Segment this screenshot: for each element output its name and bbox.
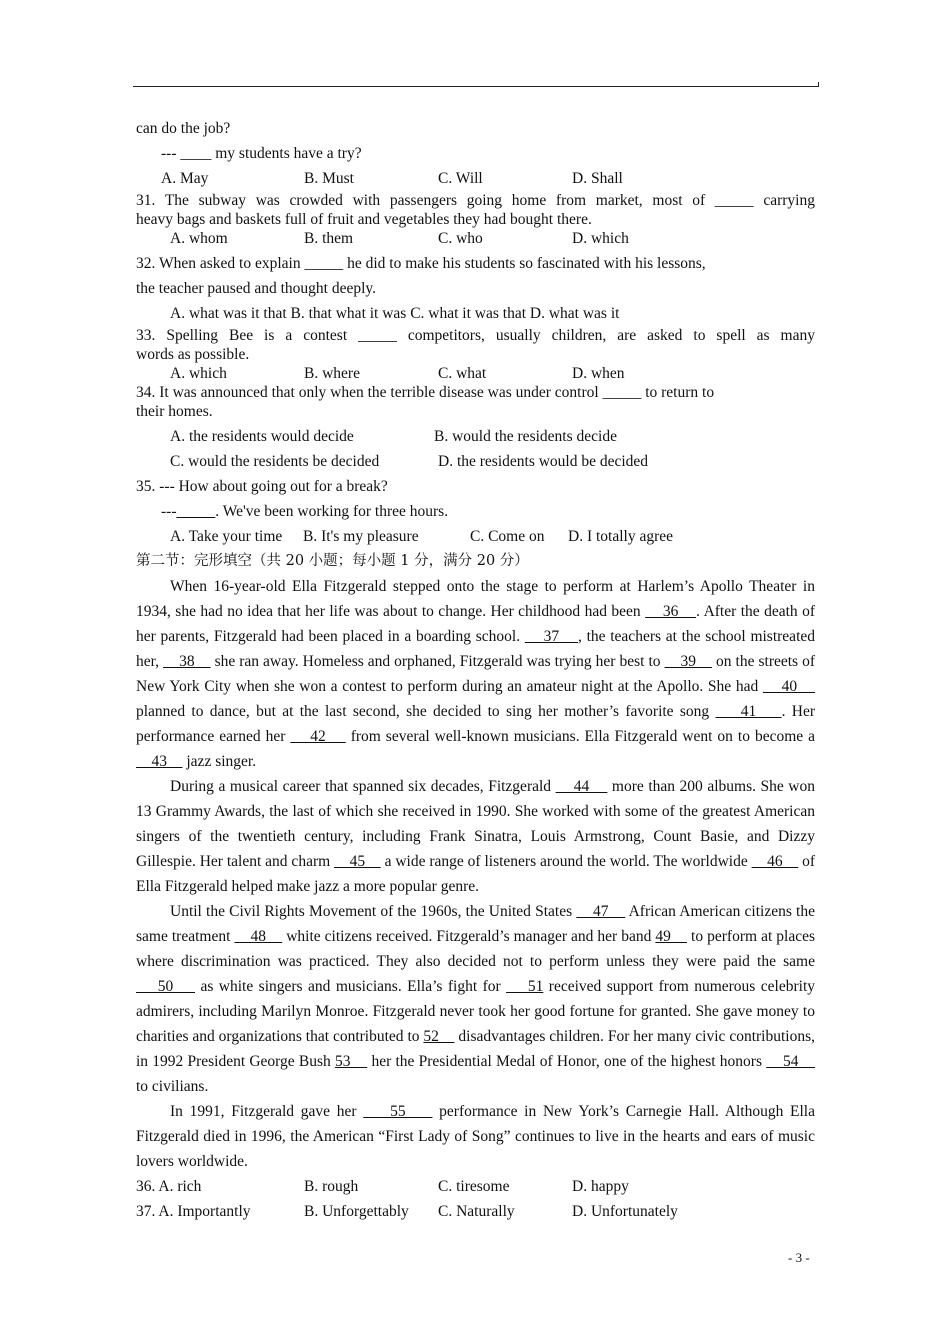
passage-text: During a musical career that spanned six decades, Fitzgerald — [170, 778, 556, 795]
q36-option-a: 36. A. rich — [136, 1178, 202, 1195]
passage-text: African American citizens the same treatment — [136, 903, 815, 945]
passage-text: from several well-known musicians. Ella Fitzgerald went on to become a — [345, 728, 816, 745]
q33-line1: 33. Spelling Bee is a contest _____ competitors, usually children, are asked to spell as many — [136, 327, 815, 344]
passage-text: . Her performance earned her — [136, 703, 815, 745]
page-number: - 3 - — [788, 1250, 810, 1265]
q30-option-c: C. Will — [438, 170, 483, 187]
q35-line1: 35. --- How about going out for a break? — [136, 478, 388, 495]
blank-54: 54 — [766, 1053, 815, 1070]
passage-text: to civilians. — [136, 1078, 209, 1095]
q31-line1: 31. The subway was crowded with passengers going home from market, most of _____ carrying — [136, 192, 815, 209]
passage-text: as white singers and musicians. Ella’s fight for — [195, 978, 507, 995]
blank-45: 45 — [334, 853, 381, 870]
q35-option-a: A. Take your time — [170, 528, 283, 545]
q33-option-d: D. when — [572, 365, 625, 382]
q36-option-c: C. tiresome — [438, 1178, 510, 1195]
q31-option-b: B. them — [304, 230, 354, 247]
blank-41: 41 — [715, 703, 782, 720]
passage-paragraph-1 — [136, 574, 815, 774]
blank-40: 40 — [762, 678, 816, 695]
passage-text: jazz singer. — [182, 753, 257, 770]
q30-stem-end: can do the job? — [136, 120, 231, 137]
header-rule — [133, 86, 819, 87]
blank-46: 46 — [751, 853, 799, 870]
passage-text: she ran away. Homeless and orphaned, Fitzgerald was trying her best to — [210, 653, 665, 670]
passage-text: In 1991, Fitzgerald gave her — [170, 1103, 364, 1120]
q35-option-d: D. I totally agree — [568, 528, 674, 545]
passage-text: , the teachers at the school mistreated her, — [136, 628, 816, 670]
passage-paragraph-2 — [136, 774, 815, 899]
passage-text: more than 200 albums. She won 13 Grammy Awards, the last of which she received in 1990. She worked with some of the greatest American singers of the twentieth century, including Frank Sinatra, Louis Armstrong, Count Basie, and Dizzy Gillespie. Her talent and charm — [136, 778, 815, 870]
blank-42: 42 — [290, 728, 346, 745]
q31-option-d: D. which — [572, 230, 629, 247]
q34-option-d: D. the residents would be decided — [438, 453, 649, 470]
section2-title: 第二节：完形填空（共 20 小题；每小题 1 分，满分 20 分） — [136, 553, 529, 569]
q37-option-c: C. Naturally — [438, 1203, 515, 1220]
q30-option-b: B. Must — [304, 170, 354, 187]
blank-47: 47 — [576, 903, 626, 920]
q31-option-a: A. whom — [170, 230, 228, 247]
passage-text: of Ella Fitzgerald helped make jazz a more popular genre. — [136, 853, 816, 895]
q30-reply: --- ____ my students have a try? — [161, 145, 362, 162]
passage-text: When 16-year-old Ella Fitzgerald stepped onto the stage to perform at Harlem’s Apollo Theater in 1934, she had no idea that her life was about to change. Her childhood had been — [136, 578, 815, 620]
q34-options-row2 — [136, 449, 815, 474]
passage-text: disadvantages children. For her many civic contributions, in 1992 President George Bush — [136, 1028, 815, 1070]
blank-37: 37 — [524, 628, 579, 645]
q37-option-d: D. Unfortunately — [572, 1203, 678, 1220]
passage-paragraph-4 — [136, 1099, 815, 1174]
blank-43: 43 — [136, 753, 183, 770]
blank-49: 49 — [655, 928, 688, 945]
q37-option-b: B. Unforgettably — [304, 1203, 409, 1220]
q31-options — [136, 229, 815, 248]
q34-options-row1 — [136, 424, 815, 449]
blank-44: 44 — [555, 778, 608, 795]
q32-line2: the teacher paused and thought deeply. — [136, 280, 377, 297]
passage-text: a wide range of listeners around the world. The worldwide — [380, 853, 752, 870]
header-rule-tick — [818, 82, 819, 87]
q34-option-a: A. the residents would decide — [170, 428, 354, 445]
passage-text: received support from numerous celebrity admirers, including Marilyn Monroe. Fitzgerald never took her good fortune for granted. She gave money to charities and organizations that contributed to — [136, 978, 815, 1045]
passage-text: to perform at places where discrimination was practiced. They also decided not to perform unless they were paid the same — [136, 928, 816, 970]
q37-option-a: 37. A. Importantly — [136, 1203, 251, 1220]
q35-reply-prefix: --- — [161, 503, 177, 520]
q30-option-a: A. May — [161, 170, 209, 187]
passage-text: her the Presidential Medal of Honor, one of the highest honors — [367, 1053, 767, 1070]
q33-option-c: C. what — [438, 365, 487, 382]
q31-line2: heavy bags and baskets full of fruit and vegetables they had bought there. — [136, 211, 592, 228]
passage-text: white citizens received. Fitzgerald’s manager and her band — [282, 928, 656, 945]
blank-50: 50 — [136, 978, 195, 995]
passage-text: planned to dance, but at the last second, she decided to sing her mother’s favorite song — [136, 703, 716, 720]
q34-line2: their homes. — [136, 403, 213, 420]
q30-option-d: D. Shall — [572, 170, 623, 187]
q32-line1: 32. When asked to explain _____ he did to make his students so fascinated with his lessons, — [136, 255, 706, 272]
passage-paragraph-3 — [136, 899, 815, 1099]
passage-text: Until the Civil Rights Movement of the 1960s, the United States — [170, 903, 577, 920]
q33-options — [136, 364, 815, 383]
q36-options — [136, 1174, 815, 1199]
q35-reply-rest: . We've been working for three hours. — [215, 503, 449, 520]
q36-option-d: D. happy — [572, 1178, 629, 1195]
q36-option-b: B. rough — [304, 1178, 359, 1195]
cloze-passage — [136, 574, 815, 1174]
blank-51: 51 — [506, 978, 544, 995]
blank-55: 55 — [363, 1103, 433, 1120]
q31-option-c: C. who — [438, 230, 483, 247]
q34-option-b: B. would the residents decide — [434, 428, 617, 445]
q33-option-a: A. which — [170, 365, 227, 382]
q30-options — [136, 166, 815, 191]
passage-text: on the streets of New York City when she won a contest to perform during an amateur night at the Apollo. She had — [136, 653, 816, 695]
q35-option-c: C. Come on — [470, 528, 545, 545]
q35-options — [136, 524, 815, 549]
blank-52: 52 — [423, 1028, 455, 1045]
q34-line1: 34. It was announced that only when the terrible disease was under control _____ to return to — [136, 384, 715, 401]
q33-line2: words as possible. — [136, 346, 250, 363]
blank-53: 53 — [334, 1053, 368, 1070]
q32-options: A. what was it that B. that what it was C. what it was that D. what was it — [170, 305, 620, 322]
q35-reply-blank: _____ — [176, 503, 216, 520]
q35-reply — [136, 499, 815, 524]
blank-36: 36 — [645, 603, 697, 620]
q34-option-c: C. would the residents be decided — [170, 453, 380, 470]
passage-text: performance in New York’s Carnegie Hall. Although Ella Fitzgerald died in 1996, the American “First Lady of Song” continues to live in the hearts and ears of music lovers worldwide. — [136, 1103, 815, 1170]
q37-options — [136, 1199, 815, 1224]
blank-48: 48 — [234, 928, 283, 945]
page-body — [136, 116, 815, 1224]
blank-38: 38 — [163, 653, 211, 670]
blank-39: 39 — [664, 653, 713, 670]
q35-option-b: B. It's my pleasure — [303, 528, 419, 545]
passage-text: . After the death of her parents, Fitzgerald had been placed in a boarding school. — [136, 603, 816, 645]
q33-option-b: B. where — [304, 365, 360, 382]
